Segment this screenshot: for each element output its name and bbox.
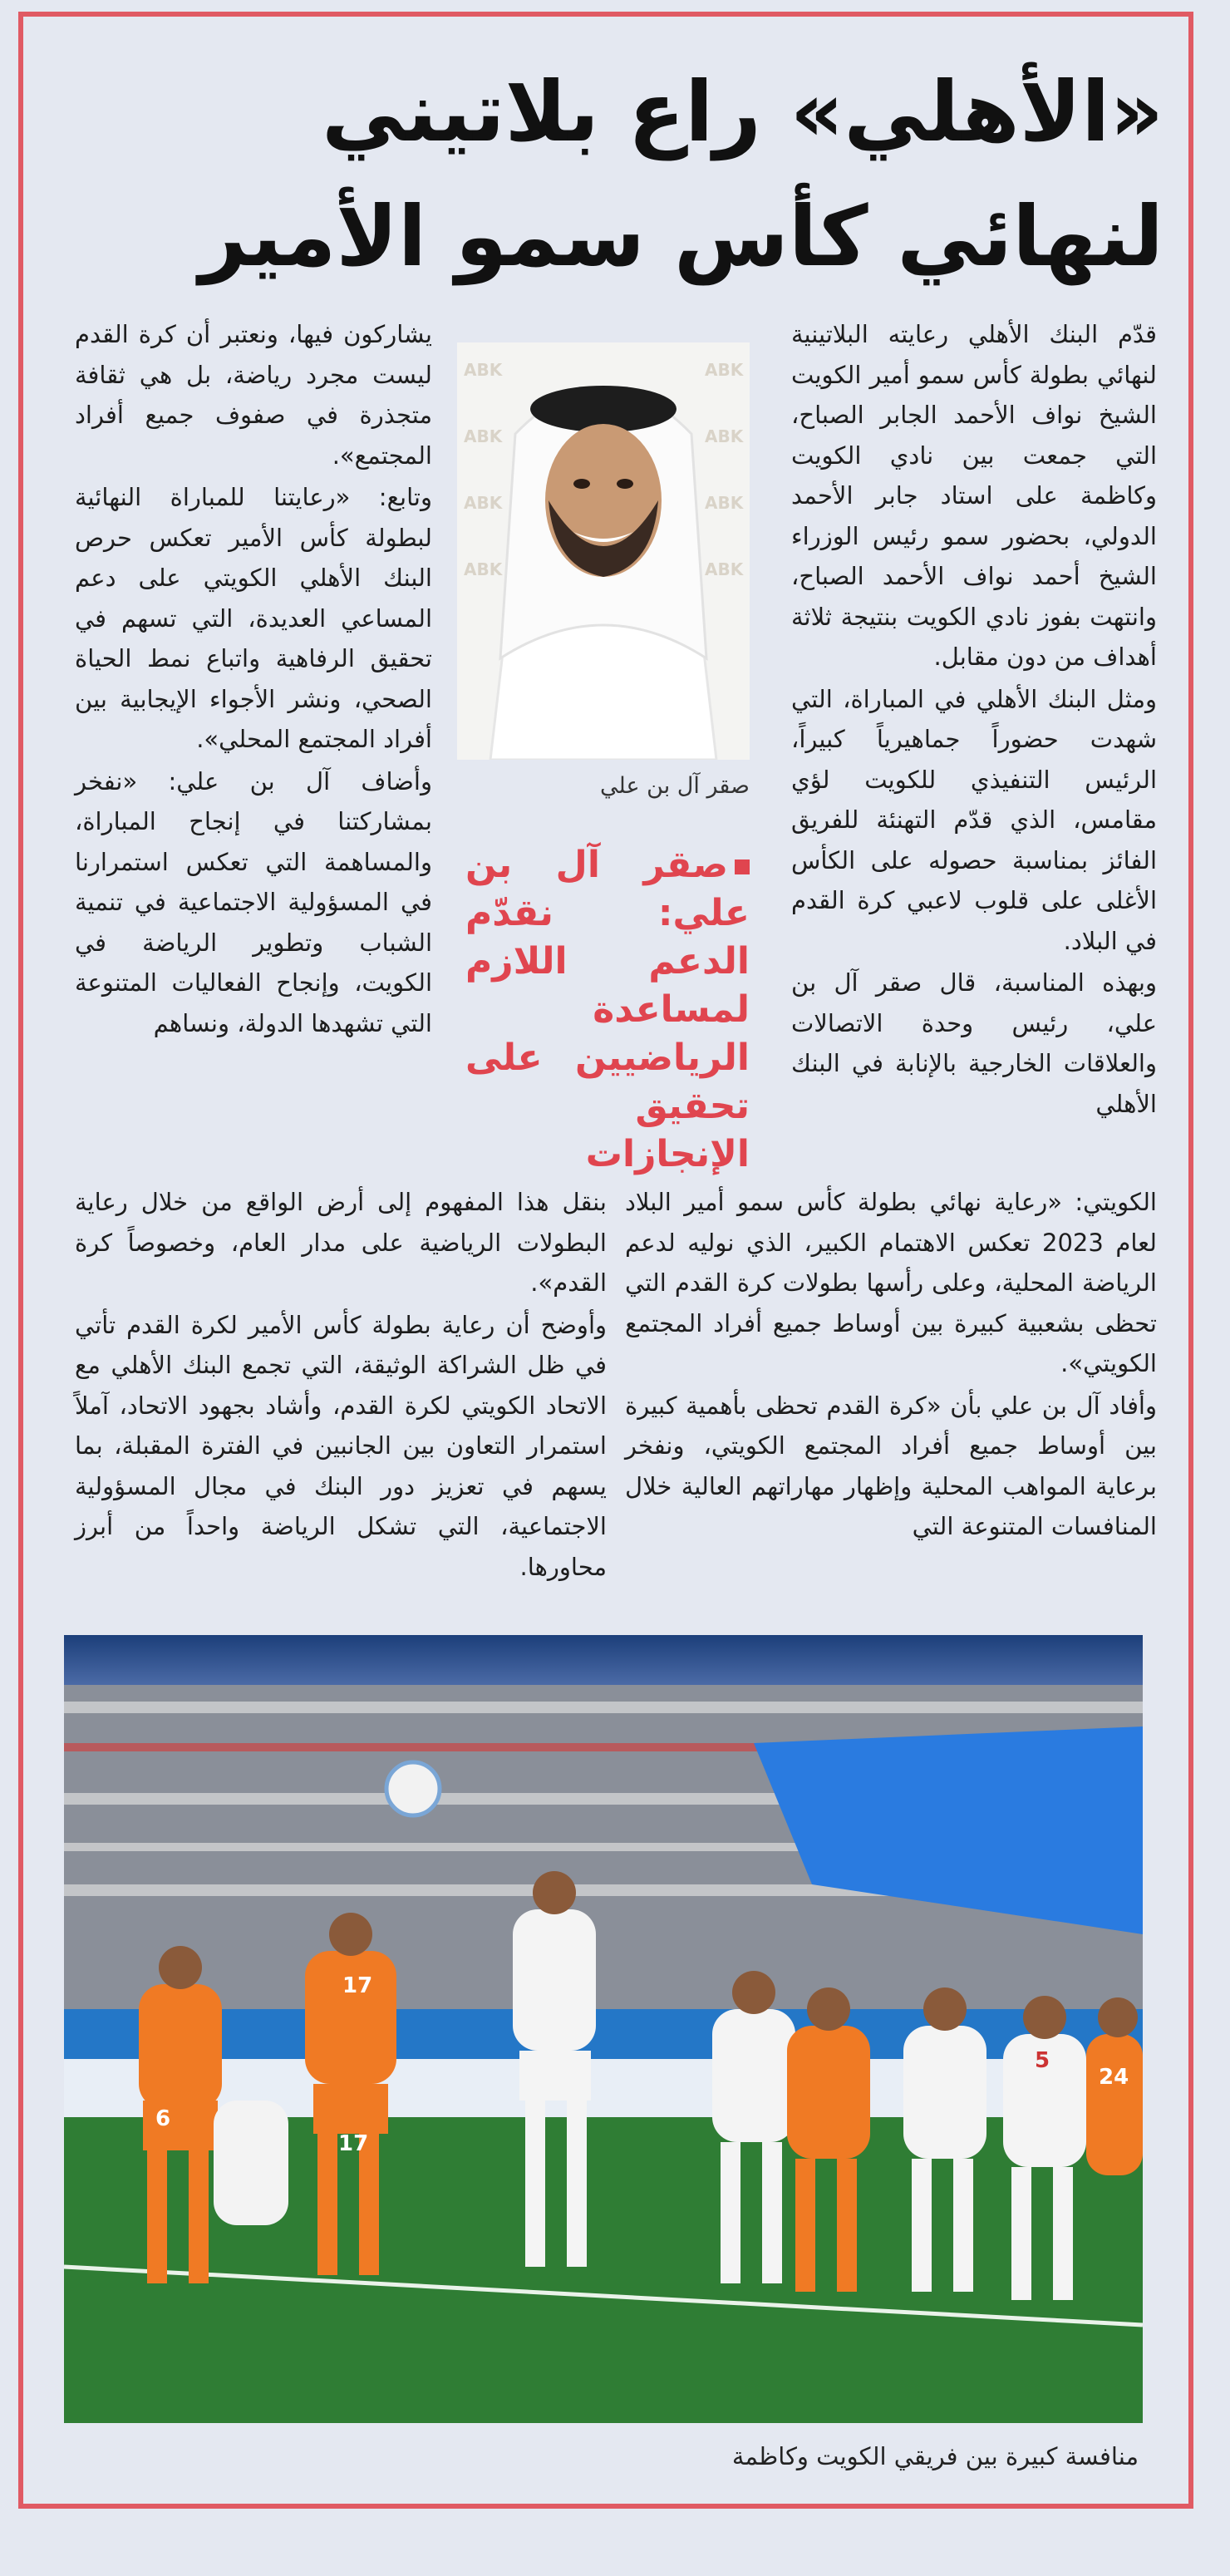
shirt-number: 5 (1035, 2048, 1050, 2073)
match-photo (64, 1635, 1143, 2423)
portrait-illustration (457, 342, 750, 760)
article-column-right (791, 314, 1157, 1125)
paragraph: وبهذه المناسبة، قال صقر آل بن علي، رئيس وحدة الاتصالات والعلاقات الخارجية بالإنابة في البنك الأهلي (791, 968, 1157, 1118)
paragraph: وأضاف آل بن علي: «نفخر بمشاركتنا في إنجاح المباراة، والمساهمة التي تعكس استمرارنا في المسؤولية الاجتماعية في تنمية الشباب وتطوير الرياضة في الكويت، وإنجاح الفعاليات المتنوعة التي تشهدها الدولة، ونساهم (75, 766, 432, 1037)
shirt-number: 17 (338, 2131, 369, 2156)
square-bullet-icon (735, 859, 750, 874)
shirt-number: 17 (342, 1973, 373, 1998)
article-column-bottom-left (75, 1182, 607, 1588)
logo-watermark: ABK (705, 360, 744, 380)
logo-watermark: ABK (705, 426, 744, 446)
pull-quote-text: صقر آل بن علي: نقدّم الدعم اللازم لمساعدة الرياضيين على تحقيق الإنجازات (465, 844, 750, 1175)
shirt-number: 6 (155, 2106, 171, 2131)
logo-watermark: ABK (464, 559, 503, 579)
logo-watermark: ABK (464, 360, 503, 380)
pull-quote (465, 841, 750, 1179)
paragraph: وتابع: «رعايتنا للمباراة النهائية لبطولة كأس الأمير تعكس حرص البنك الأهلي الكويتي على دعم المساعي العديدة، التي تسهم في تحقيق الرفاهية واتباع نمط الحياة الصحي، ونشر الأجواء الإيجابية بين أفراد المجتمع المحلي». (75, 483, 432, 753)
paragraph: ومثل البنك الأهلي في المباراة، التي شهدت حضوراً جماهيرياً كبيراً، الرئيس التنفيذي للكويت لؤي مقامس، الذي قدّم التهنئة للفريق الفائز بمناسبة حصوله على الكأس الأغلى على قلوب لاعبي كرة القدم في البلاد. (791, 684, 1157, 955)
paragraph: بنقل هذا المفهوم إلى أرض الواقع من خلال رعاية البطولات الرياضية على مدار العام، وخصوصاً كرة القدم». (75, 1188, 607, 1297)
portrait-photo (457, 342, 750, 760)
logo-watermark: ABK (464, 493, 503, 513)
photo-caption: منافسة كبيرة بين فريقي الكويت وكاظمة (731, 2442, 1139, 2470)
paragraph: وأفاد آل بن علي بأن «كرة القدم تحظى بأهمية كبيرة بين أوساط جميع أفراد المجتمع الكويتي، ونفخر برعاية المواهب المحلية وإظهار مهاراتهم العالية خلال المنافسات المتنوعة التي (625, 1391, 1157, 1540)
headline: «الأهلي» راع بلاتيني لنهائي كأس سمو الأمير (199, 63, 1164, 285)
article-column-left (75, 314, 432, 1045)
logo-watermark: ABK (705, 493, 744, 513)
paragraph: يشاركون فيها، ونعتبر أن كرة القدم ليست مجرد رياضة، بل هي ثقافة متجذرة في صفوف جميع أفراد المجتمع». (75, 320, 432, 470)
portrait-caption: صقر آل بن علي (600, 773, 750, 799)
article-column-bottom-right (625, 1182, 1157, 1549)
paragraph: قدّم البنك الأهلي رعايته البلاتينية لنهائي بطولة كأس سمو أمير الكويت الشيخ نواف الأحمد الجابر الصباح، التي جمعت بين نادي الكويت وكاظمة على استاد جابر الأحمد الدولي، بحضور سمو رئيس الوزراء الشيخ أحمد نواف الأحمد الصباح، وانتهت بفوز نادي الكويت بنتيجة ثلاثة أهداف من دون مقابل. (791, 320, 1157, 671)
paragraph: الكويتي: «رعاية نهائي بطولة كأس سمو أمير البلاد لعام 2023 تعكس الاهتمام الكبير، الذي نوليه لدعم الرياضة المحلية، وعلى رأسها بطولات كرة القدم التي تحظى بشعبية كبيرة بين أوساط جميع أفراد المجتمع الكويتي». (625, 1188, 1157, 1377)
football-match-illustration (64, 1635, 1143, 2423)
logo-watermark: ABK (464, 426, 503, 446)
shirt-number: 24 (1099, 2065, 1129, 2090)
logo-watermark: ABK (705, 559, 744, 579)
paragraph: وأوضح أن رعاية بطولة كأس الأمير لكرة القدم تأتي في ظل الشراكة الوثيقة، التي تجمع البنك الأهلي مع الاتحاد الكويتي لكرة القدم، وأشاد بجهود الاتحاد، آملاً استمرار التعاون بين الجانبين في الفترة المقبلة، بما يسهم في تعزيز دور البنك في مجال المسؤولية الاجتماعية، التي تشكل الرياضة واحداً من أبرز محاورها. (75, 1310, 607, 1581)
